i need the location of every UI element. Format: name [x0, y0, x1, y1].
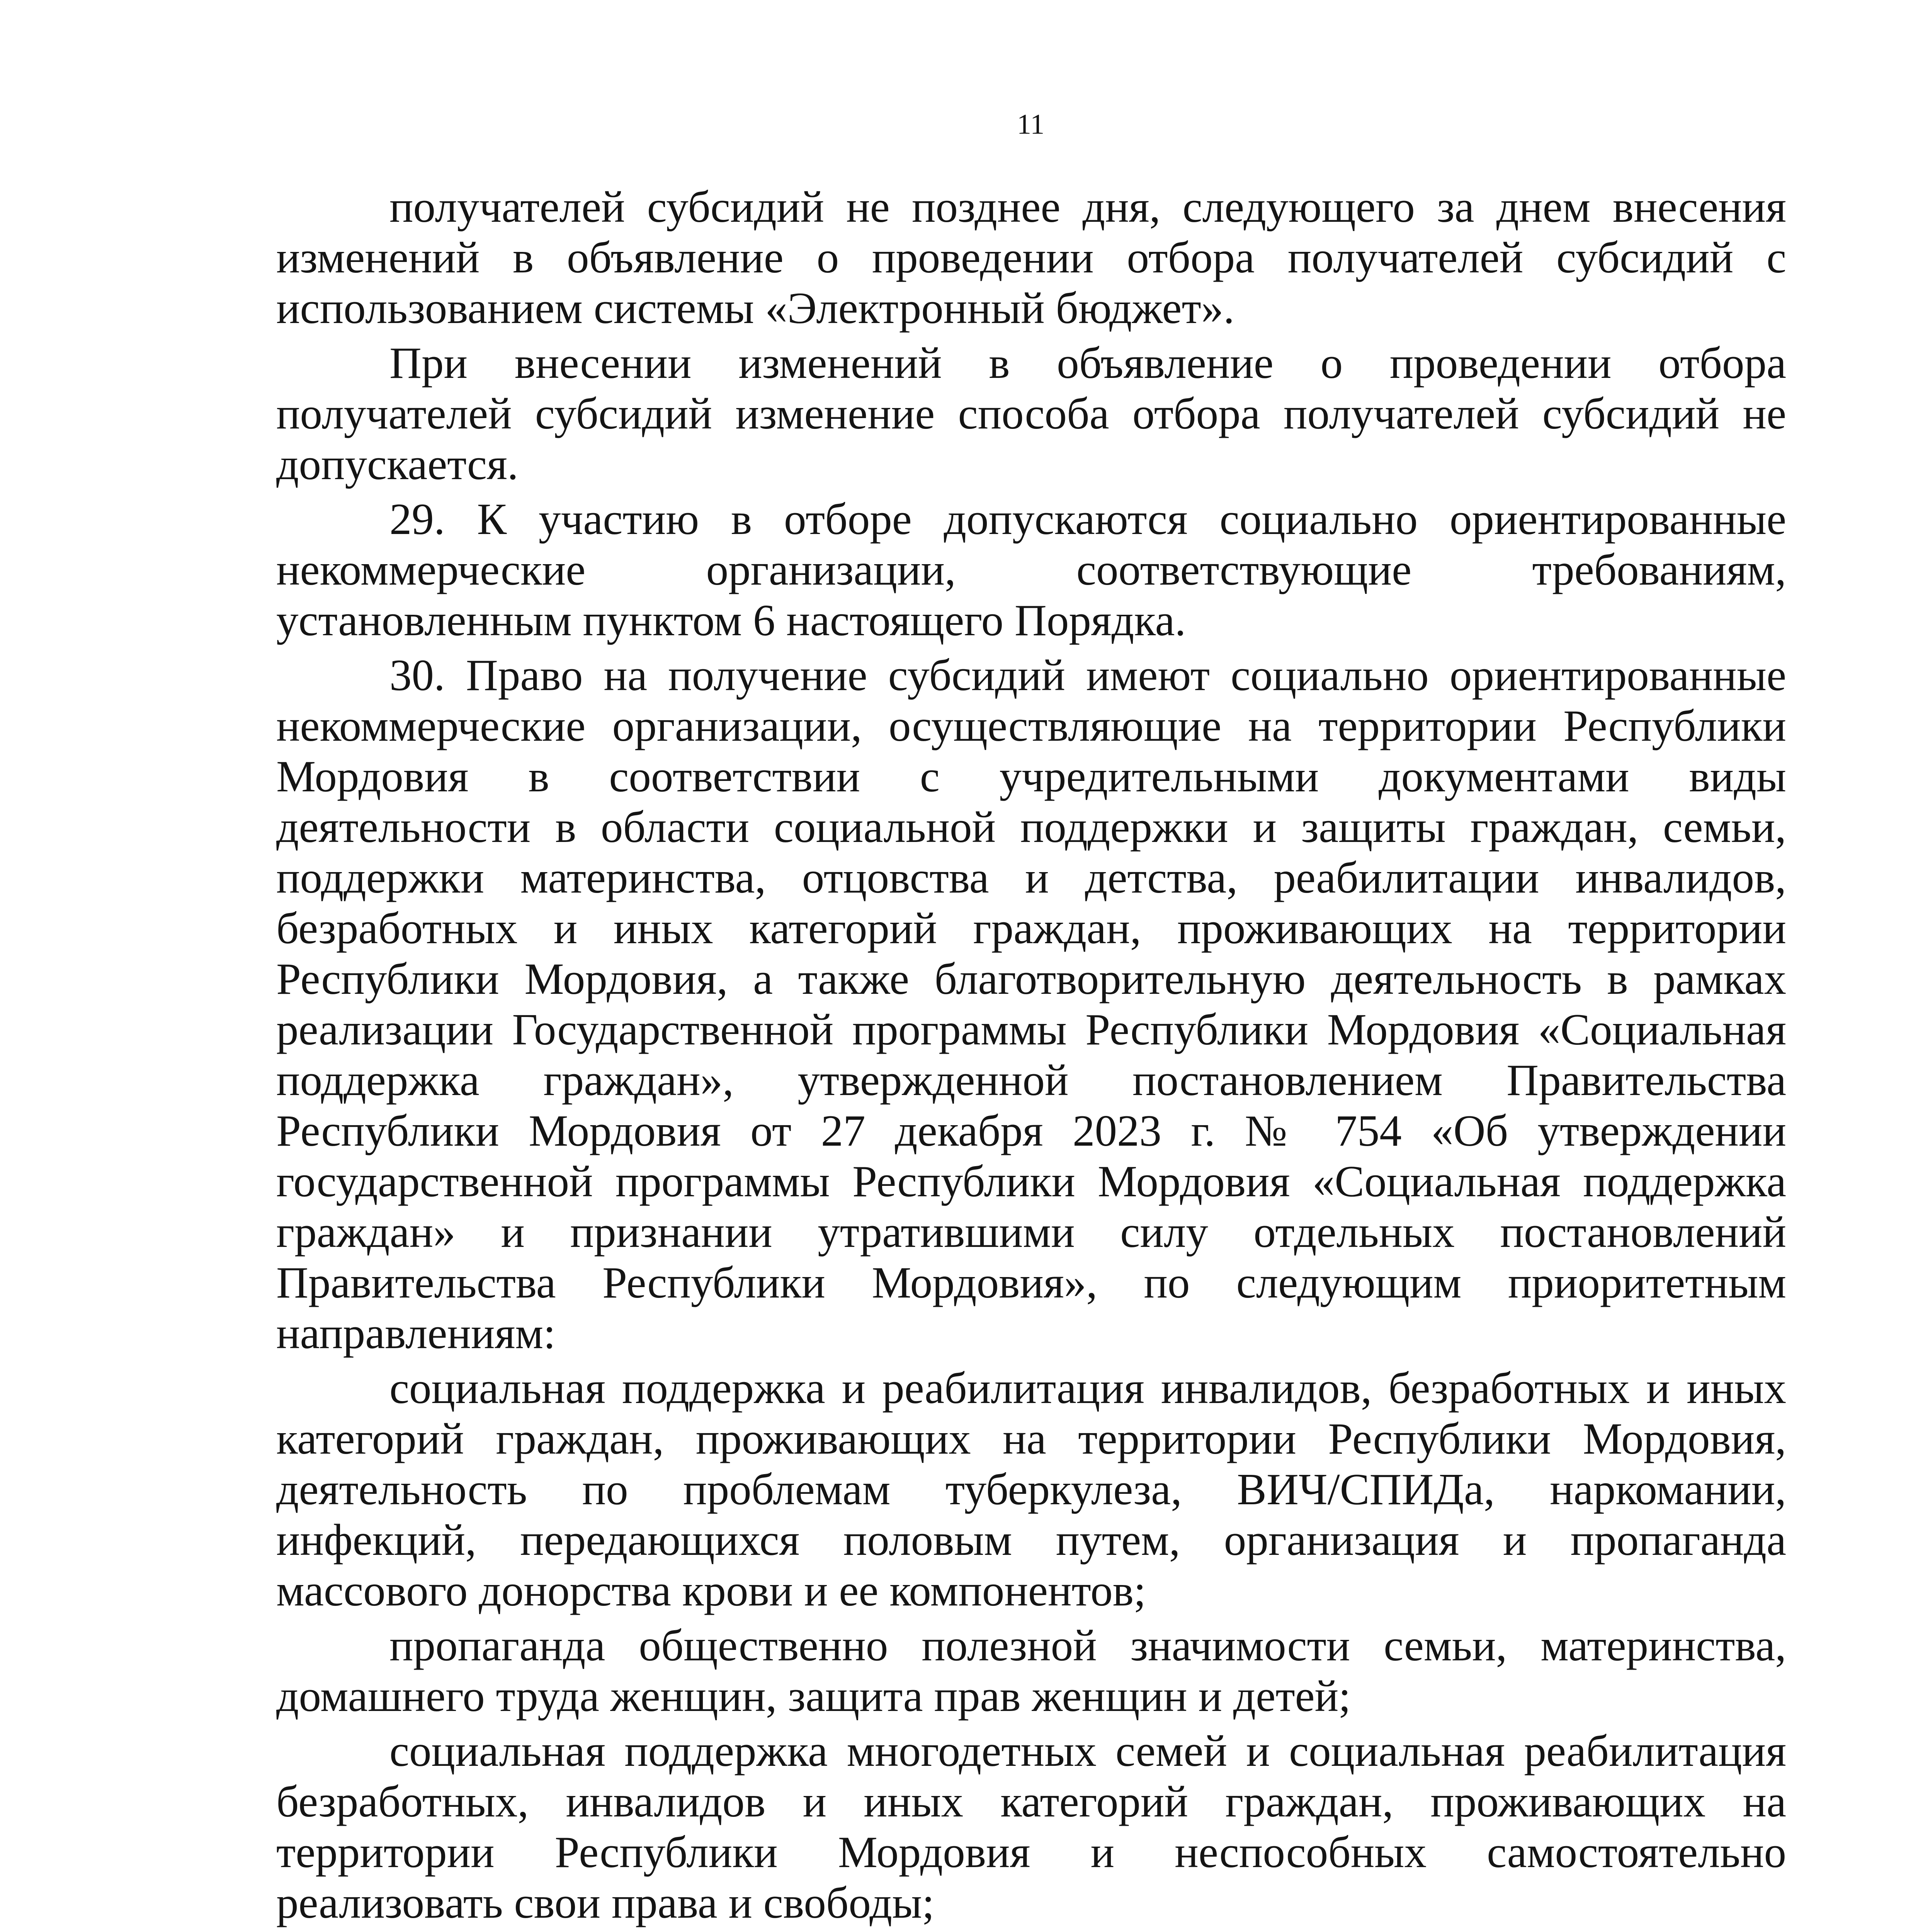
- text-line: некоммерческие организации, осуществляющие на территории Республики: [276, 701, 1786, 750]
- text-line: социальная поддержка многодетных семей и социальная реабилитация: [389, 1726, 1786, 1776]
- text-line: Республики Мордовия от 27 декабря 2023 г. № 754 «Об утверждении: [276, 1106, 1786, 1155]
- text-line: реализации Государственной программы Республики Мордовия «Социальная: [276, 1005, 1786, 1054]
- paragraph: [276, 182, 1786, 333]
- text-line: реализовать свои права и свободы;: [276, 1878, 935, 1927]
- text-line: социальная поддержка и реабилитация инвалидов, безработных и иных: [389, 1364, 1786, 1413]
- paragraph: [276, 1620, 1786, 1721]
- text-line: изменений в объявление о проведении отбора получателей субсидий с: [276, 233, 1786, 282]
- text-line: направлениям:: [276, 1309, 556, 1358]
- text-line: деятельности в области социальной поддержки и защиты граждан, семьи,: [276, 803, 1786, 852]
- text-line: массового донорства крови и ее компонентов;: [276, 1566, 1146, 1615]
- text-line: инфекций, передающихся половым путем, организация и пропаганда: [276, 1515, 1786, 1565]
- text-line: допускается.: [276, 440, 519, 489]
- page-number: 11: [1017, 109, 1045, 140]
- paragraph: [276, 650, 1786, 1359]
- text-line: 30. Право на получение субсидий имеют социально ориентированные: [389, 651, 1786, 700]
- text-line: использованием системы «Электронный бюджет».: [276, 284, 1234, 333]
- text-line: граждан» и признании утратившими силу отдельных постановлений: [276, 1208, 1786, 1257]
- text-line: получателей субсидий изменение способа отбора получателей субсидий не: [276, 389, 1786, 438]
- text-line: пропаганда общественно полезной значимости семьи, материнства,: [389, 1621, 1786, 1670]
- paragraph: [276, 1726, 1786, 1928]
- paragraph: [276, 494, 1786, 646]
- text-line: 29. К участию в отборе допускаются социально ориентированные: [389, 495, 1786, 544]
- text-line: поддержка граждан», утвержденной постановлением Правительства: [276, 1056, 1786, 1105]
- text-line: безработных и иных категорий граждан, проживающих на территории: [276, 904, 1786, 953]
- text-line: поддержки материнства, отцовства и детства, реабилитации инвалидов,: [276, 853, 1786, 902]
- text-line: категорий граждан, проживающих на территории Республики Мордовия,: [276, 1414, 1786, 1463]
- text-line: деятельность по проблемам туберкулеза, ВИЧ/СПИДа, наркомании,: [276, 1465, 1786, 1514]
- body-text: [276, 182, 1786, 1932]
- text-line: Мордовия в соответствии с учредительными документами виды: [276, 752, 1786, 801]
- text-line: некоммерческие организации, соответствующие требованиям,: [276, 545, 1786, 594]
- paragraph: [276, 1363, 1786, 1616]
- text-line: безработных, инвалидов и иных категорий граждан, проживающих на: [276, 1777, 1786, 1826]
- text-line: получателей субсидий не позднее дня, следующего за днем внесения: [389, 182, 1786, 231]
- text-line: установленным пунктом 6 настоящего Порядка.: [276, 596, 1186, 645]
- text-line: территории Республики Мордовия и неспособных самостоятельно: [276, 1828, 1786, 1877]
- text-line: государственной программы Республики Мордовия «Социальная поддержка: [276, 1157, 1786, 1206]
- text-line: При внесении изменений в объявление о проведении отбора: [389, 338, 1786, 388]
- text-line: Правительства Республики Мордовия», по следующим приоритетным: [276, 1258, 1786, 1307]
- paragraph: [276, 338, 1786, 490]
- text-line: домашнего труда женщин, защита прав женщин и детей;: [276, 1672, 1351, 1721]
- text-line: Республики Мордовия, а также благотворительную деятельность в рамках: [276, 954, 1786, 1003]
